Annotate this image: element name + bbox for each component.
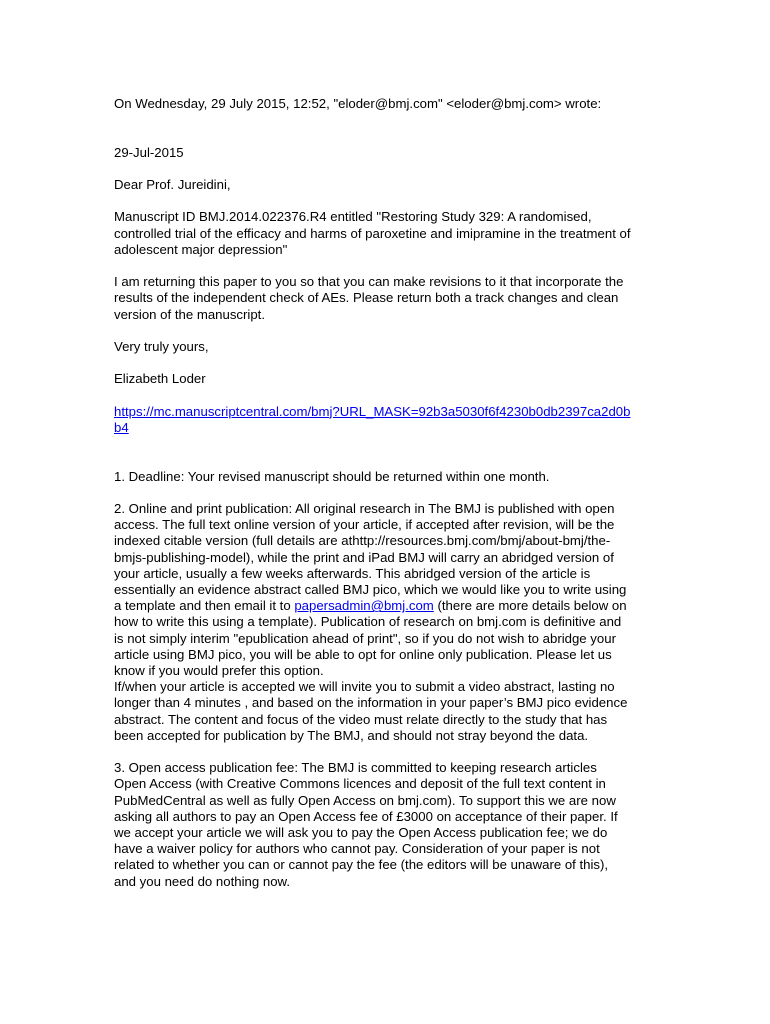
text-line: 3. Open access publication fee: The BMJ is committed to keeping research articles [114,760,597,776]
text-line: abstract. The content and focus of the video must relate directly to the study that has [114,711,608,727]
text-line: essentially an evidence abstract called BMJ pico, which we would like you to write using [114,581,627,597]
text-line: been accepted for publication by The BMJ, and should not stray beyond the data. [114,727,589,743]
text-line: controlled trial of the efficacy and harms of paroxetine and imipramine in the treatment of [114,225,631,241]
text-line: your article, usually a few weeks afterwards. This abridged version of the article is [114,565,591,581]
text-line [114,598,662,614]
text-line: If/when your article is accepted we will invite you to submit a video abstract, lasting no [114,679,615,695]
papersadmin-email-link[interactable]: papersadmin@bmj.com [294,598,434,614]
text-line: Manuscript ID BMJ.2014.022376.R4 entitled "Restoring Study 329: A randomised, [114,209,592,225]
text-fragment: a template and then email it to [114,598,295,614]
text-line: we accept your article we will ask you to pay the Open Access publication fee; we do [114,824,608,840]
deadline-paragraph: 1. Deadline: Your revised manuscript should be returned within one month. [114,468,550,484]
text-line: I am returning this paper to you so that you can make revisions to it that incorporate the [114,274,624,290]
salutation: Dear Prof. Jureidini, [114,176,231,192]
email-body [114,96,662,890]
text-line: 2. Online and print publication: All original research in The BMJ is published with open [114,500,615,516]
text-line: indexed citable version (full details are athttp://resources.bmj.com/bmj/about-bmj/the- [114,533,611,549]
manuscript-paragraph [114,209,662,258]
manuscript-link-line-2[interactable]: b4 [114,419,129,435]
text-line: have a waiver policy for authors who cannot pay. Consideration of your paper is not [114,841,600,857]
text-line: PubMedCentral as well as fully Open Access on bmj.com). To support this we are now [114,792,616,808]
text-line: Open Access (with Creative Commons licences and deposit of the full text content in [114,776,606,792]
manuscript-link-line-1[interactable]: https://mc.manuscriptcentral.com/bmj?URL_MASK=92b3a5030f6f4230b0db2397ca2d0b [114,403,631,419]
text-line: version of the manuscript. [114,306,265,322]
text-line: know if you would prefer this option. [114,662,324,678]
text-line: how to write this using a template). Publication of research on bmj.com is definitive and [114,614,622,630]
text-line: longer than 4 minutes , and based on the information in your paper’s BMJ pico evidence [114,695,628,711]
text-line: and you need do nothing now. [114,873,290,889]
text-line: access. The full text online version of your article, if accepted after revision, will be the [114,517,615,533]
signature: Elizabeth Loder [114,371,206,387]
text-line: results of the independent check of AEs. Please return both a track changes and clean [114,290,619,306]
returning-paragraph [114,274,662,323]
text-fragment: (there are more details below on [433,598,627,614]
text-line: article using BMJ pico, you will be able to opt for online only publication. Please let us [114,646,612,662]
publication-paragraph [114,501,662,744]
text-line: asking all authors to pay an Open Access fee of £3000 on acceptance of their paper. If [114,808,618,824]
manuscript-link[interactable] [114,404,662,436]
text-line: is not simply interim "epublication ahead of print", so if you do not wish to abridge your [114,630,616,646]
open-access-paragraph [114,760,662,890]
text-line: adolescent major depression" [114,241,288,257]
text-line: related to whether you can or cannot pay the fee (the editors will be unaware of this), [114,857,609,873]
email-date: 29-Jul-2015 [114,144,184,160]
text-line: bmjs-publishing-model), while the print and iPad BMJ will carry an abridged version of [114,549,614,565]
email-header: On Wednesday, 29 July 2015, 12:52, "eloder@bmj.com" <eloder@bmj.com> wrote: [114,96,602,111]
closing: Very truly yours, [114,338,209,354]
